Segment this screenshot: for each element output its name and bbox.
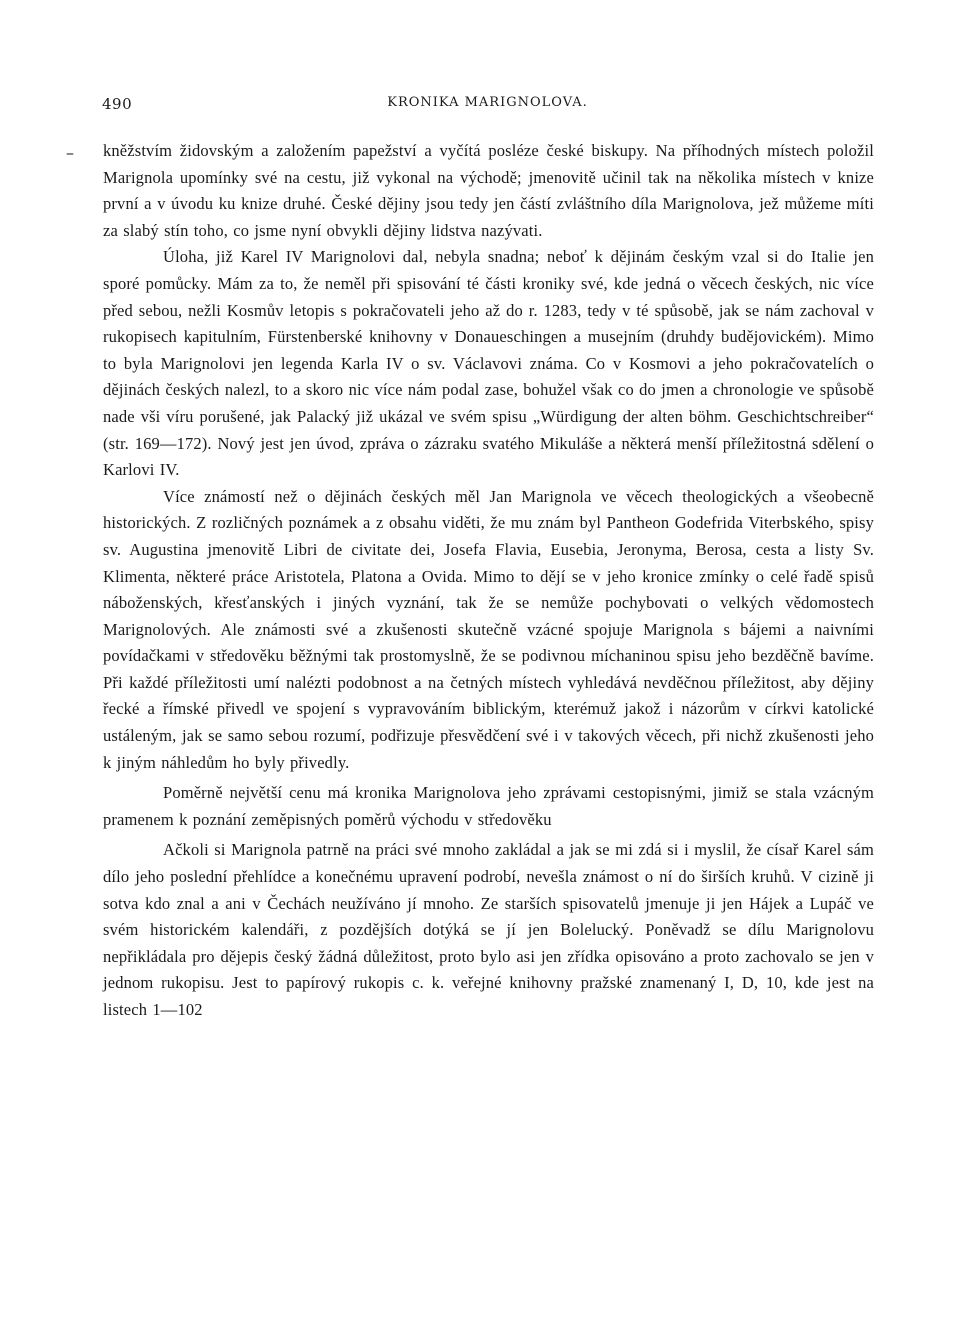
margin-dash: –	[66, 143, 74, 162]
paragraph-4: Poměrně největší cenu má kronika Marignolova jeho zprávami cestopisnými, jimiž se stala vzácným pramenem k poznání zeměpisných poměrů východu v středověku	[103, 783, 874, 829]
paragraph-5: Ačkoli si Marignola patrně na práci své mnoho zakládal a jak se mi zdá si i myslil, že císař Karel sám dílo jeho poslední přehlídce a konečnému upravení podrobí, nevešla známost o ní do širších kruhů. V cizině ji sotva kdo znal a ani v Čechách neužíváno jí mnoho. Ze starších spisovatelů jmenuje ji jen Hájek a Lupáč ve svém historickém kalendáři, z pozdějších dotýká se jí jen Bolelucký. Poněvadž se dílu Marignolovu nepřikládala pro dějepis český žádná důležitost, proto bylo asi jen zřídka opisováno a proto zachovalo se jen v jednom rukopisu. Jest to papírový rukopis c. k. veřejné knihovny pražské znamenaný I, D, 10, kde jest na listech 1—102	[103, 840, 874, 1019]
body-text	[103, 138, 874, 1024]
paragraph-2: Úloha, již Karel IV Marignolovi dal, nebyla snadna; neboť k dějinám českým vzal si do Italie jen sporé pomůcky. Mám za to, že neměl při spisování té části kroniky své, kde jedná o věcech českých, nic více před sebou, nežli Kosmův letopis s pokračovateli jeho až do r. 1283, tedy v té spůsobě, jak se nám zachoval v rukopisech kapitulním, Fürstenberské knihovny v Donaueschingen a musejním (druhdy budějovickém). Mimo to byla Marignolovi jen legenda Karla IV o sv. Václavovi známa. Co v Kosmovi a jeho pokračovatelích o dějinách českých nalezl, to a skoro nic více nám podal zase, bohužel však co do jmen a chronologie ve spůsobě nade vši víru porušené, jak Palacký již ukázal ve svém spisu „Würdigung der alten böhm. Geschichtschreiber“ (str. 169—172). Nový jest jen úvod, zpráva o zázraku svatého Mikuláše a některá menší příležitostná sdělení o Karlovi IV.	[103, 247, 874, 480]
running-header	[100, 95, 875, 119]
running-title: KRONIKA MARIGNOLOVA.	[387, 95, 588, 110]
paragraph-1: kněžstvím židovským a založením papežství a vyčítá posléze české biskupy. Na příhodných místech položil Marignola upomínky své na cestu, již vykonal na východě; jmenovitě učinil tak na několika místech v knize první a v úvodu ku knize druhé. České dějiny jsou tedy jen částí zvláštního díla Marignolova, jež můžeme míti za slabý stín toho, co jsme nyní obvykli dějiny lidstva nazývati.	[103, 141, 874, 240]
page-number: 490	[102, 95, 133, 113]
paragraph-3: Více známostí než o dějinách českých měl Jan Marignola ve věcech theologických a všeobecně historických. Z rozličných poznámek a z obsahu viděti, že mu znám byl Pantheon Godefrida Viterbského, spisy sv. Augustina jmenovitě Libri de civitate dei, Josefa Flavia, Eusebia, Jeronyma, Berosa, cesta a listy Sv. Klimenta, některé práce Aristotela, Platona a Ovida. Mimo to dějí se v jeho kronice zmínky o celé řadě spisů náboženských, křesťanských i jiných vyznání, tak že se nemůže pochybovati o velkých vědomostech Marignolových. Ale známosti své a zkušenosti skutečně vzácné spojuje Marignola s bájemi a naivními povídačkami v středověku běžnými tak prostomyslně, že se podivnou míchaninou spisu jeho bezděčně bavíme. Při každé příležitosti umí nalézti podobnost a na četných místech vyhledává nevděčnou příležitost, aby dějiny řecké a římské přivedl ve spojení s vypravováním biblickým, kterémuž jakož i názorům v církvi katolické ustáleným, jak se samo sebou rozumí, podřizuje přesvědčení své i v takových věcech, při nichž zkušenosti jeho k jiným náhledům ho byly přivedly.	[103, 486, 874, 772]
